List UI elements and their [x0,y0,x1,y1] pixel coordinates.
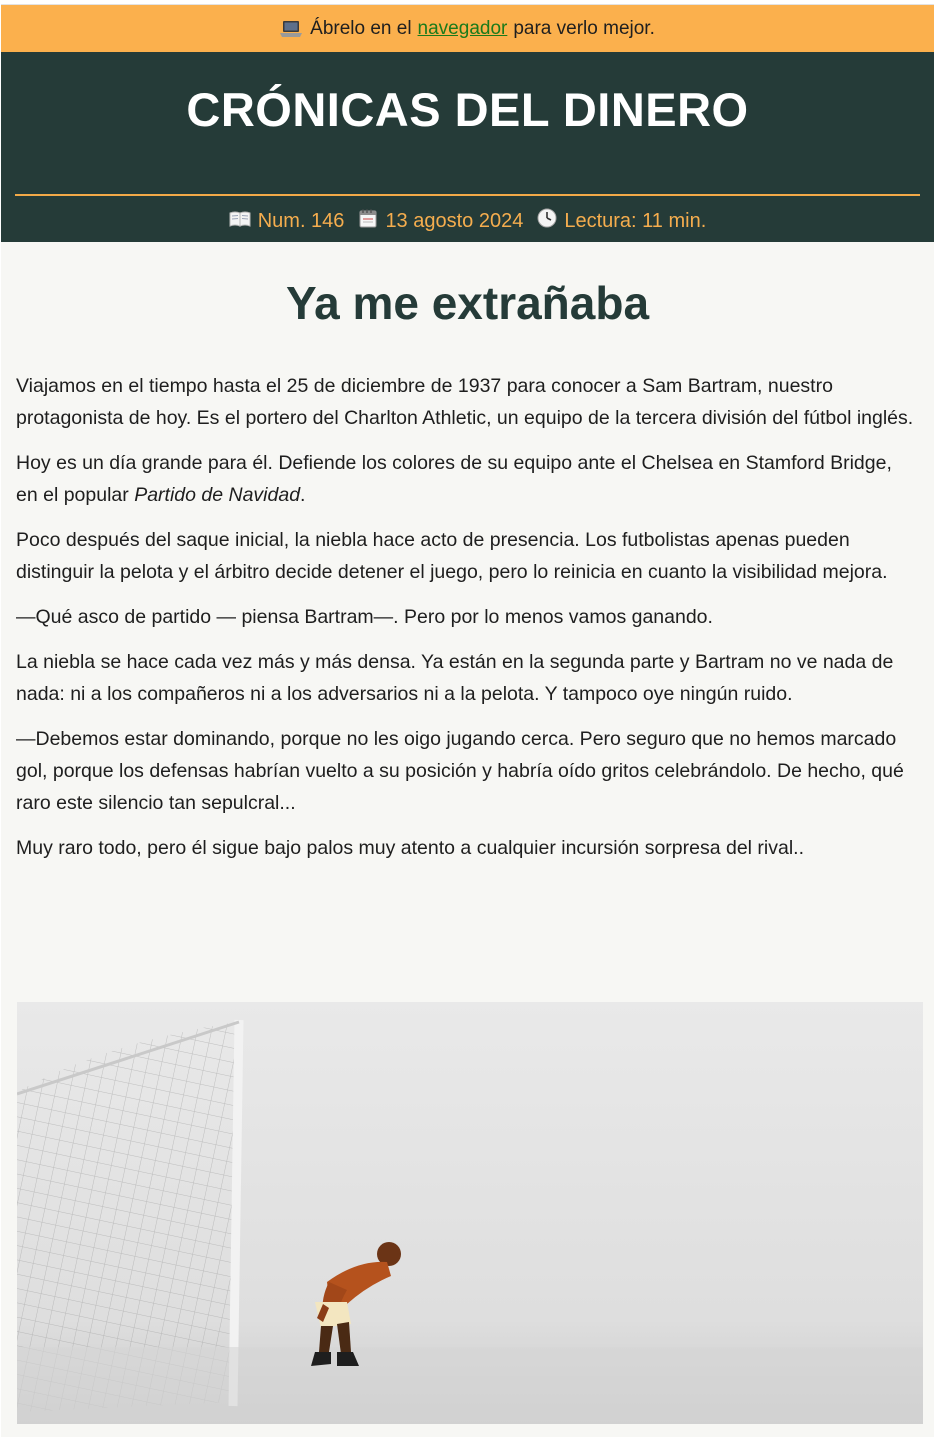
open-in-browser-banner [1,4,934,52]
site-title: CRÓNICAS DEL DINERO [186,83,749,136]
issue-date [358,208,523,234]
calendar-icon [358,208,378,234]
issue-number [229,210,345,233]
header-divider [15,194,920,196]
issue-number-text: Num. 146 [257,209,345,232]
laptop-icon [280,20,302,38]
banner-text-after: para verlo mejor. [513,17,655,39]
paragraph-end: . [300,484,306,506]
reading-time [537,208,706,234]
issue-meta [1,208,934,234]
article-body [16,370,916,877]
issue-date-text: 13 agosto 2024 [385,209,524,232]
article-content [1,242,934,1437]
paragraph: Muy raro todo, pero él sigue bajo palos muy atento a cualquier incursión sorpresa del rival.. [16,837,805,859]
banner-text-before: Ábrelo en el [310,17,412,39]
paragraph: Viajamos en el tiempo hasta el 25 de diciembre de 1937 para conocer a Sam Bartram, nuestro protagonista de hoy. Es el portero del Charlton Athletic, un equipo de la tercera división del fútbol inglés. [16,375,914,429]
article-title: Ya me extrañaba [285,277,650,329]
paragraph: —Debemos estar dominando, porque no les oigo jugando cerca. Pero seguro que no hemos marcado gol, porque los defensas habrían vuelto a su posición y habría oído gritos celebrándolo. De hecho, qué raro este silencio tan sepulcral... [16,728,904,814]
paragraph-text: Hoy es un día grande para él. Defiende los colores de su equipo ante el Chelsea en Stamford Bridge, en el popular [16,452,892,506]
paragraph: Poco después del saque inicial, la niebla hace acto de presencia. Los futbolistas apenas pueden distinguir la pelota y el árbitro decide detener el juego, pero lo reinicia en cuanto la visibilidad mejora. [16,529,888,583]
goalkeeper-in-fog-image [17,1002,923,1424]
site-header [1,52,934,242]
paragraph-emphasis: Partido de Navidad [134,484,301,506]
paragraph [16,447,916,511]
clock-icon [537,208,557,234]
paragraph: La niebla se hace cada vez más y más densa. Ya están en la segunda parte y Bartram no ve nada de nada: ni a los compañeros ni a los adversarios ni a la pelota. Y tampoco oye ningún ruido. [16,651,894,705]
reading-time-text: Lectura: 11 min. [564,209,707,232]
open-book-icon [229,210,251,233]
paragraph: —Qué asco de partido — piensa Bartram—. Pero por lo menos vamos ganando. [16,606,713,628]
browser-link[interactable]: navegador [417,17,508,39]
